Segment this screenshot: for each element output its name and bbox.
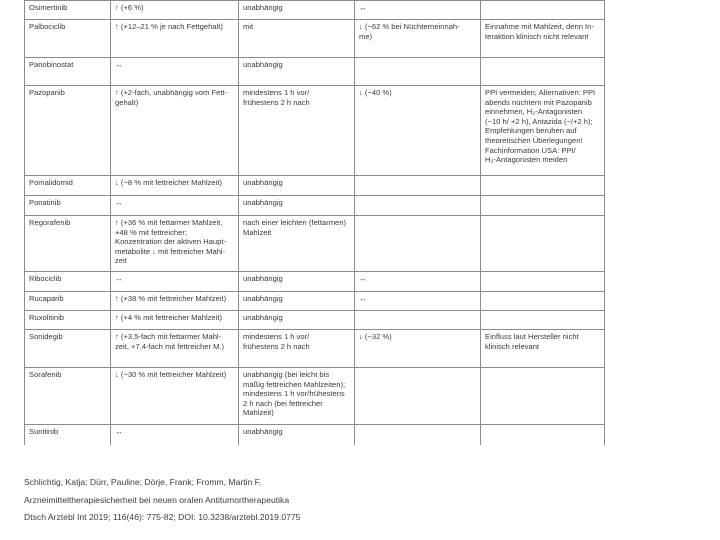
cell-intake: unabhängig [239,311,355,330]
cell-intake: unabhängig [239,272,355,292]
table-row [25,20,605,58]
cell-notes [481,368,605,425]
table-row [25,425,605,445]
cell-ppi [355,216,481,272]
cell-notes: Einfluss laut Hersteller nicht klinisch relevant [481,330,605,368]
cell-ppi [355,368,481,425]
table-body [25,1,605,445]
cell-intake: mindestens 1 h vor/ frühestens 2 h nach [239,330,355,368]
cell-food: ↓ (−30 % mit fettreicher Mahlzeit) [111,368,239,425]
cell-notes [481,1,605,20]
cell-food: ↑ (+38 % mit fettreicher Mahlzeit) [111,292,239,311]
table-row [25,176,605,196]
cell-drug: Palbociclib [25,20,111,58]
cell-notes [481,216,605,272]
table-row [25,58,605,86]
caption-authors: Schlichtig, Katja; Dürr, Pauline; Dörje, Frank; Fromm, Martin F. [24,477,262,487]
cell-food: ↓ (−8 % mit fettreicher Mahlzeit) [111,176,239,196]
cell-food: ↑ (+36 % mit fettarmer Mahlzeit, +48 % mit fettreicher; Konzentration der aktiven Haupt- metabolite ↓ mit fettreicher Mahl- zeit [111,216,239,272]
cell-ppi: ↔ [355,292,481,311]
cell-drug: Pazopanib [25,86,111,176]
cell-food: ↑ (+3,5-fach mit fettarmer Mahl- zeit, +7,4-fach mit fettreicher M.) [111,330,239,368]
table-row [25,196,605,216]
cell-notes: Einnahme mit Mahlzeit, denn In- teraktion klinisch nicht relevant [481,20,605,58]
cell-intake: mindestens 1 h vor/ frühestens 2 h nach [239,86,355,176]
cell-drug: Osimertinib [25,1,111,20]
cell-intake: unabhängig [239,425,355,445]
cell-ppi: ↓ (−62 % bei Nüchterneinnah- me) [355,20,481,58]
cell-intake: unabhängig [239,176,355,196]
cell-notes [481,292,605,311]
cell-ppi [355,311,481,330]
caption-title: Arzneimitteltherapiesicherheit bei neuen oralen Antitumortherapeutika [24,494,290,505]
cell-drug: Regorafenib [25,216,111,272]
cell-ppi [355,176,481,196]
cell-food: ↑ (+4 % mit fettreicher Mahlzeit) [111,311,239,330]
cell-drug: Sonidegib [25,330,111,368]
cell-drug: Sorafenib [25,368,111,425]
table-row [25,1,605,20]
cell-ppi: ↓ (−32 %) [355,330,481,368]
cell-drug: Panobinostat [25,58,111,86]
cell-ppi [355,425,481,445]
table-row [25,216,605,272]
cell-ppi: ↔ [355,272,481,292]
cell-drug: Ponatinib [25,196,111,216]
citation-caption [24,474,664,527]
cell-food: ↑ (+6 %) [111,1,239,20]
cell-food: ↔ [111,272,239,292]
cell-drug: Ribociclib [25,272,111,292]
cell-intake: unabhängig [239,1,355,20]
table-row [25,292,605,311]
cell-intake: mit [239,20,355,58]
table-row [25,311,605,330]
cell-intake: unabhängig (bei leicht bis mäßig fettreichen Mahlzeiten); mindestens 1 h vor/frühestens 2 h nach (bei fettreicher Mahlzeit) [239,368,355,425]
cell-drug: Sunitinib [25,425,111,445]
table-row [25,330,605,368]
table-image [24,0,604,436]
cell-drug: Pomalidomid [25,176,111,196]
cell-intake: unabhängig [239,196,355,216]
caption-citation: Dtsch Arztebl Int 2019; 116(46): 775-82; DOI: 10.3238/arztebl.2019.0775 [24,512,301,522]
cell-notes: PPI vermeiden; Alternativen: PPI abends nüchtern mit Pazopanib einnehmen, H₂-Antagonisten (−10 h/ +2 h), Antazida (−/+2 h); Empfehlungen beruhen auf theoretischen Überlegungen! Fachinformation USA: PPI/ H₂-Antagonisten meiden [481,86,605,176]
cell-ppi: ↓ (−40 %) [355,86,481,176]
cell-intake: unabhängig [239,292,355,311]
cell-intake: nach einer leichten (fettarmen) Mahlzeit [239,216,355,272]
cell-notes [481,272,605,292]
cell-ppi: ↔ [355,1,481,20]
cell-food: ↑ (+12–21 % je nach Fettgehalt) [111,20,239,58]
cell-intake: unabhängig [239,58,355,86]
drug-interaction-table [24,0,605,445]
table-row [25,272,605,292]
cell-notes [481,196,605,216]
cell-notes [481,311,605,330]
cell-drug: Ruxolitinib [25,311,111,330]
table-row [25,86,605,176]
table-row [25,368,605,425]
cell-ppi [355,196,481,216]
cell-drug: Rucaparib [25,292,111,311]
cell-food: ↔ [111,58,239,86]
cell-food: ↑ (+2-fach, unabhängig vom Fett- gehalt) [111,86,239,176]
cell-notes [481,58,605,86]
cell-food: ↔ [111,425,239,445]
cell-notes [481,425,605,445]
cell-food: ↔ [111,196,239,216]
cell-ppi [355,58,481,86]
cell-notes [481,176,605,196]
